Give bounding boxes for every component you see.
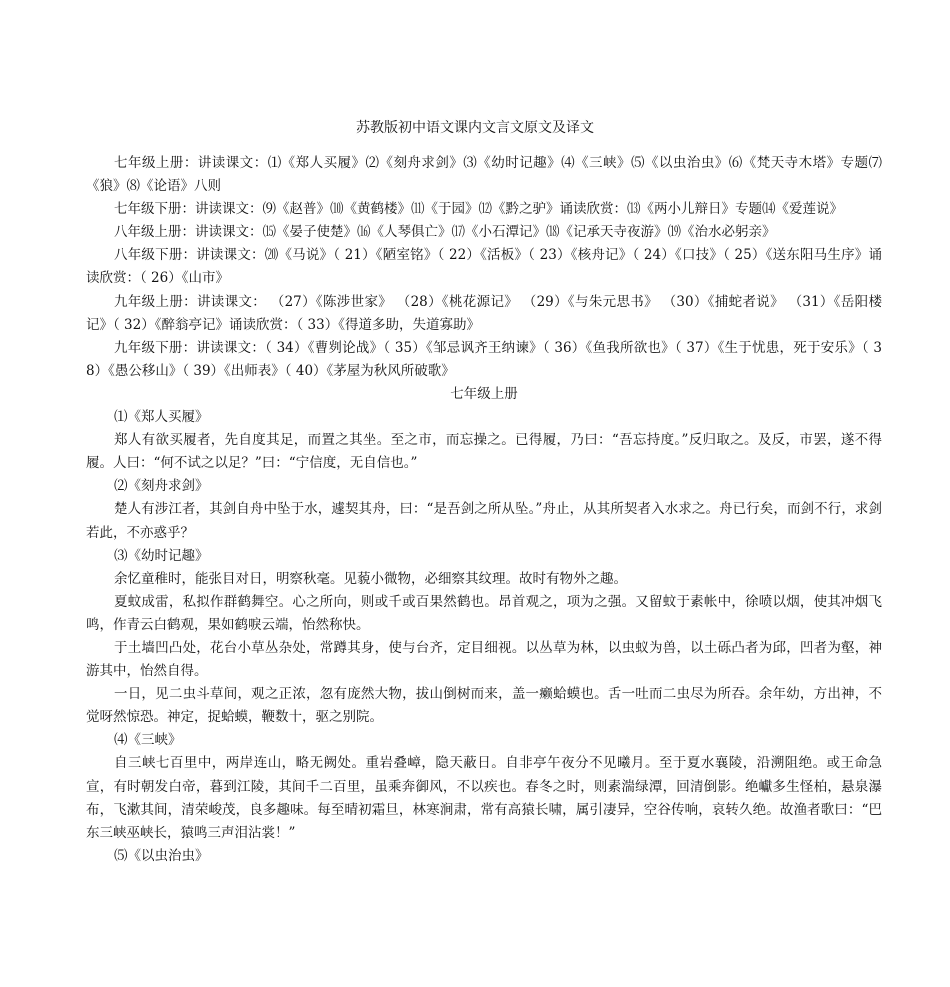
contents-grade9-vol2: 九年级下册：讲读课文：（ 34）《曹刿论战》（ 35）《邹忌讽齐王纳谏》（ 36）《鱼我所欲也》（ 37）《生于忧患，死于安乐》（ 38）《愚公移山》（ 39）《出师表》（ 40）《茅屋为秋风所破歌》	[86, 339, 882, 379]
contents-grade9-vol1: 九年级上册：讲读课文： （27）《陈涉世家》 （28）《桃花源记》 （29）《与朱元思书》 （30）《捕蛇者说》 （31）《岳阳楼记》（ 32）《醉翁亭记》诵读欣赏：（ 33）《得道多助，失道寡助》	[86, 293, 882, 333]
text-paragraph: 于土墙凹凸处，花台小草丛杂处，常蹲其身，使与台齐，定目细视。以丛草为林，以虫蚁为兽，以土砾凸者为邱，凹者为壑，神游其中，怡然自得。	[86, 639, 882, 680]
document-title: 苏教版初中语文课内文言文原文及译文	[356, 120, 594, 136]
contents-grade8-vol2: 八年级下册：讲读课文：⒇《马说》（ 21）《陋室铭》（ 22）《活板》（ 23）《核舟记》（ 24）《口技》（ 25）《送东阳马生序》诵读欣赏：（ 26）《山市》	[86, 247, 882, 287]
text-heading-3: ⑶《幼时记趣》	[114, 547, 209, 564]
text-heading-5: ⑸《以虫治虫》	[114, 847, 209, 864]
contents-grade8-vol1: 八年级上册：讲读课文：⒂《晏子使楚》⒃《人琴俱亡》⒄《小石潭记》⒅《记承天寺夜游》⒆《治水必躬亲》	[114, 224, 776, 241]
text-heading-2: ⑵《刻舟求剑》	[114, 478, 209, 495]
section-heading: 七年级上册	[450, 385, 518, 402]
text-paragraph: 自三峡七百里中，两岸连山，略无阙处。重岩叠嶂，隐天蔽日。自非亭午夜分不见曦月。至于夏水襄陵，沿溯阻绝。或王命急宣，有时朝发白帝，暮到江陵，其间千二百里，虽乘奔御风，不以疾也。春冬之时，则素湍绿潭，回清倒影。绝巘多生怪柏，悬泉瀑布，飞漱其间，清荣峻茂，良多趣味。每至晴初霜旦，林寒涧肃，常有高猿长啸，属引凄异，空谷传响，哀转久绝。故渔者歌曰：“巴东三峡巫峡长，猿鸣三声泪沾裳！”	[86, 755, 882, 841]
text-paragraph: 楚人有涉江者，其剑自舟中坠于水，遽契其舟，曰：“是吾剑之所从坠。”舟止，从其所契者入水求之。舟已行矣，而剑不行，求剑若此，不亦惑乎？	[86, 501, 882, 541]
text-paragraph: 郑人有欲买履者，先自度其足，而置之其坐。至之市，而忘操之。已得履，乃曰：“吾忘持度。”反归取之。及反，市罢，遂不得履。人曰：“何不试之以足？”曰：“宁信度，无自信也。”	[86, 432, 882, 472]
contents-grade7-vol1: 七年级上册：讲读课文：⑴《郑人买履》⑵《刻舟求剑》⑶《幼时记趣》⑷《三峡》⑸《以虫治虫》⑹《梵天寺木塔》专题⑺《狼》⑻《论语》八则	[86, 155, 882, 195]
contents-grade7-vol2: 七年级下册：讲读课文：⑼《赵普》⑽《黄鹤楼》⑾《于园》⑿《黔之驴》诵读欣赏：⒀《两小儿辩日》专题⒁《爱莲说》	[114, 201, 843, 218]
document-body	[86, 152, 882, 868]
text-paragraph: 余忆童稚时，能张目对日，明察秋毫。见藐小微物，必细察其纹理。故时有物外之趣。	[114, 570, 627, 587]
text-heading-4: ⑷《三峡》	[114, 732, 182, 749]
text-heading-1: ⑴《郑人买履》	[114, 409, 209, 426]
text-paragraph: 一日，见二虫斗草间，观之正浓，忽有庞然大物，拔山倒树而来，盖一癞蛤蟆也。舌一吐而二虫尽为所吞。余年幼，方出神，不觉呀然惊恐。神定，捉蛤蟆，鞭数十，驱之别院。	[86, 686, 882, 726]
text-paragraph: 夏蚊成雷，私拟作群鹤舞空。心之所向，则或千或百果然鹤也。昂首观之，项为之强。又留蚊于素帐中，徐喷以烟，使其冲烟飞鸣，作青云白鹤观，果如鹤唳云端，怡然称快。	[86, 593, 882, 633]
